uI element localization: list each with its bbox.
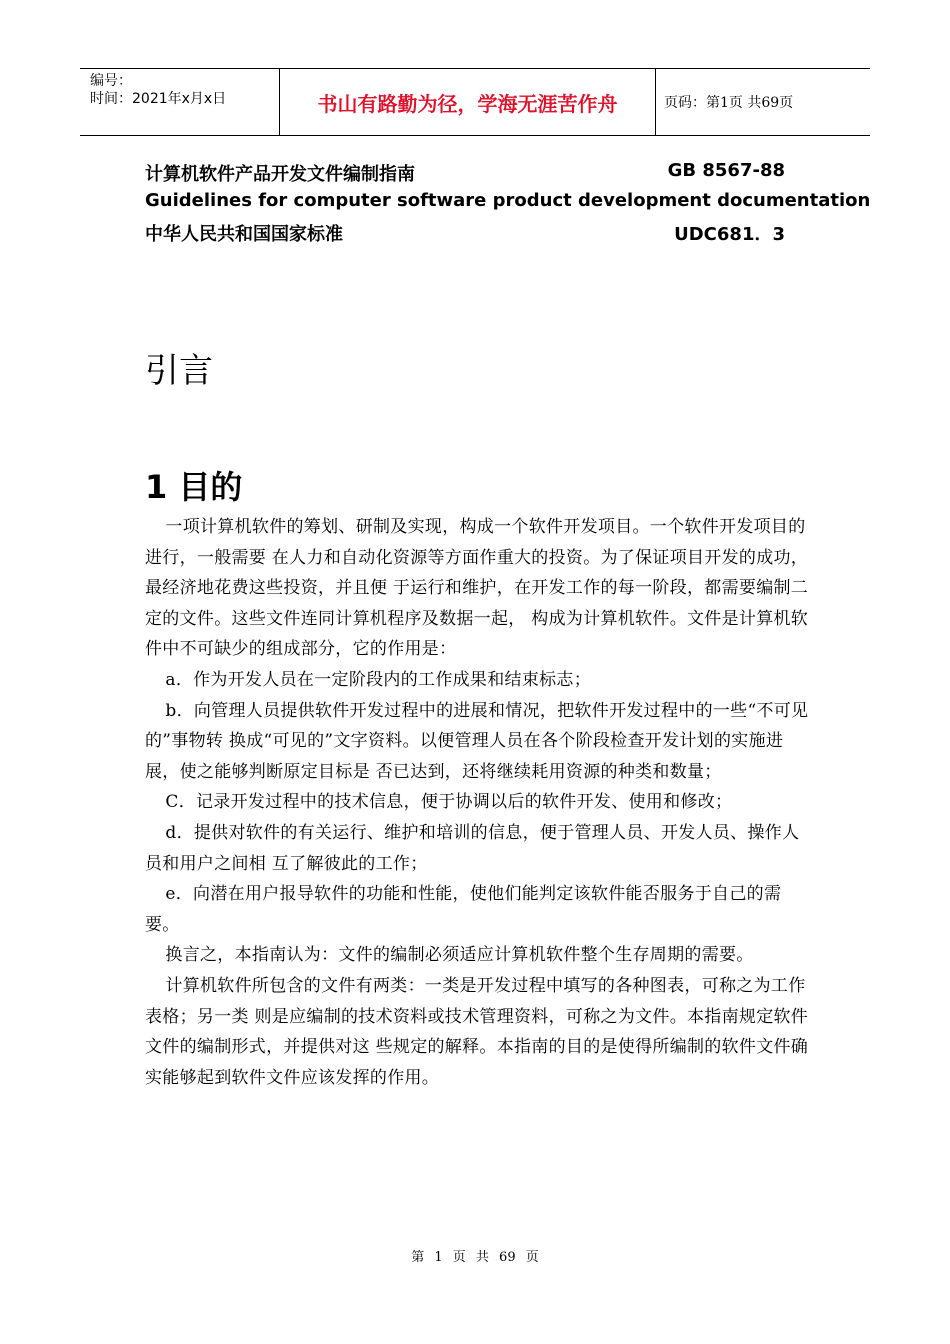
paragraph: a．作为开发人员在一定阶段内的工作成果和结束标志；: [165, 669, 592, 690]
meta-line-org: [145, 220, 785, 246]
document-title-cn: 计算机软件产品开发文件编制指南: [145, 164, 415, 185]
paragraph: e．向潜在用户报导软件的功能和性能，使他们能判定该软件能否服务于自己的需要。: [145, 884, 782, 935]
heading-purpose: 1 目的: [145, 468, 243, 506]
paragraph: 换言之，本指南认为：文件的编制必须适应计算机软件整个生存周期的需要。: [165, 945, 754, 966]
document-title-en: Guidelines for computer software product development documentation: [145, 190, 871, 211]
paragraph: b．向管理人员提供软件开发过程中的进展和情况，把软件开发过程中的一些“不可见的”事物转 换成“可见的”文字资料。以便管理人员在各个阶段检查开发计划的实施进展，使之能够判断原定目标是 否已达到，还将继续耗用资源的种类和数量；: [145, 700, 809, 782]
heading-introduction: 引言: [145, 351, 213, 391]
meta-line-title: [145, 160, 785, 186]
paragraph: 一项计算机软件的筹划、研制及实现，构成一个软件开发项目。一个软件开发项目的进行，一般需要 在人力和自动化资源等方面作重大的投资。为了保证项目开发的成功，最经济地花费这些投资，并且便 于运行和维护，在开发工作的每一阶段，都需要编制二定的文件。这些文件连同计算机程序及数据一起， 构成为计算机软件。文件是计算机软件中不可缺少的组成部分，它的作用是：: [145, 517, 809, 660]
standard-code: GB 8567-88: [667, 160, 785, 181]
document-date: 时间：2021年x月x日: [90, 91, 227, 107]
page-footer: 第 1 页 共 69 页: [411, 1250, 539, 1265]
document-number-label: 编号：: [90, 73, 132, 89]
udc-code: UDC681．3: [674, 224, 785, 245]
paragraph: d．提供对软件的有关运行、维护和培训的信息，便于管理人员、开发人员、操作人员和用户之间相 互了解彼此的工作；: [145, 822, 800, 874]
meta-line-english: [145, 190, 871, 211]
header-motto: 书山有路勤为径，学海无涯苦作舟: [280, 69, 656, 135]
header-page-info: 页码：第1页 共69页: [664, 95, 794, 111]
standard-organization: 中华人民共和国国家标准: [145, 224, 343, 245]
header-info-cell: [80, 69, 280, 135]
body-text: [145, 512, 810, 1093]
page-header: [80, 68, 870, 136]
paragraph: C．记录开发过程中的技术信息，便于协调以后的软件开发、使用和修改；: [165, 792, 733, 813]
paragraph: 计算机软件所包含的文件有两类：一类是开发过程中填写的各种图表，可称之为工作表格；另一类 则是应编制的技术资料或技术管理资料，可称之为文件。本指南规定软件文件的编制形式，并提供对这 些规定的解释。本指南的目的是使得所编制的软件文件确实能够起到软件文件应该发挥的作用。: [145, 975, 809, 1088]
